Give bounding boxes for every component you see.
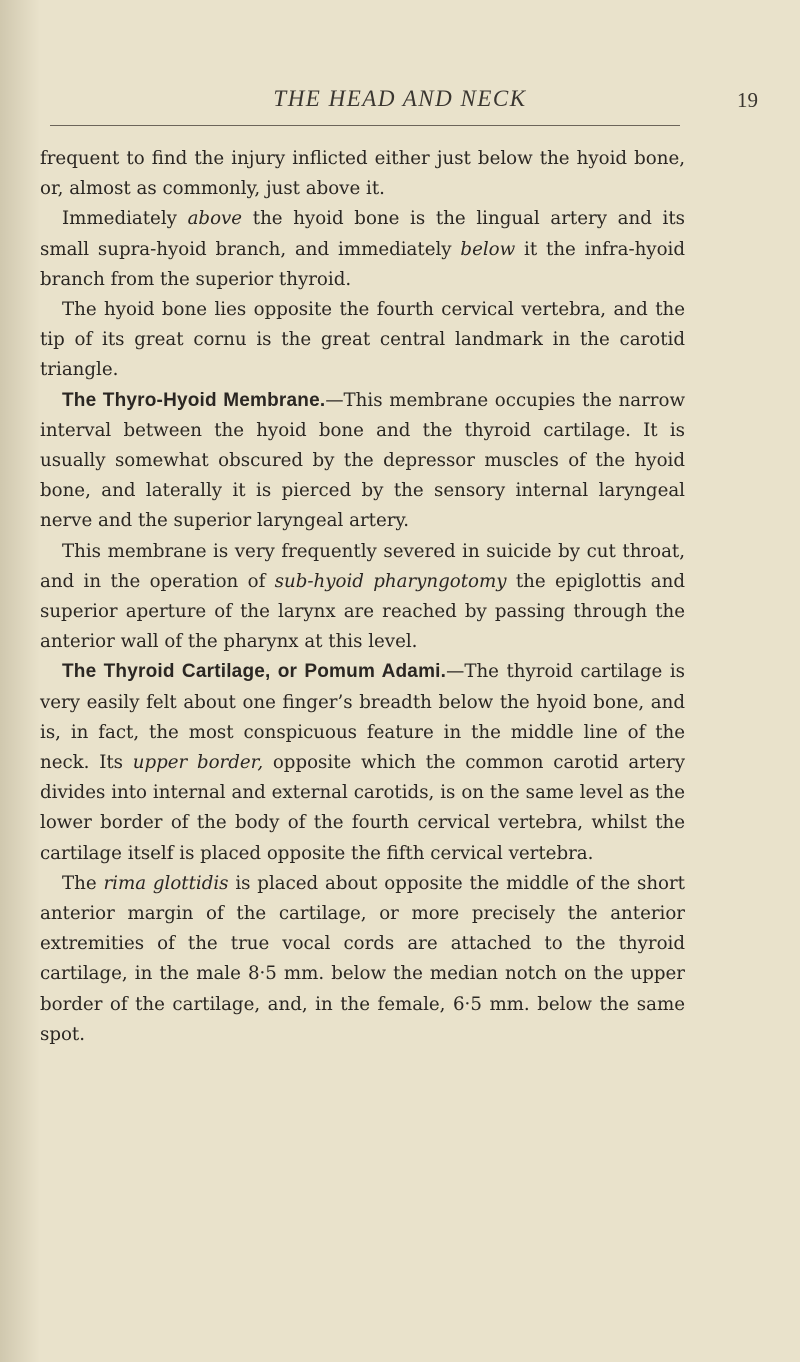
text-run: —The thyroid cartilage is very easily felt about one finger’s breadth below the hyoid bone, and is, in fact, the most conspicuous feature in the middle line of the neck. Its — [40, 661, 685, 774]
paragraph-6 — [40, 657, 685, 868]
paragraph-3 — [40, 295, 685, 386]
paragraph-7 — [40, 869, 685, 1050]
running-title: THE HEAD AND NECK — [273, 86, 527, 111]
italic-run: upper border, — [132, 752, 264, 774]
italic-run: below — [460, 238, 516, 260]
text-run: This membrane is very frequently severed in suicide by cut throat, and in the operation of — [40, 540, 685, 592]
italic-run: sub-hyoid pharyngotomy — [274, 570, 507, 592]
text-run: Immediately — [62, 208, 188, 230]
text-run: is placed about opposite the middle of the short anterior margin of the cartilage, or more precisely the anterior extremities of the true vocal cords are attached to the thyroid cartilage, in the male 8·5 mm. below the median notch on the upper border of the cartilage, and, in the female, 6·5 mm. below the same spot. — [40, 872, 685, 1045]
paragraph-2 — [40, 204, 685, 295]
page-number: 19 — [737, 88, 758, 112]
running-head — [0, 86, 800, 116]
paragraph-1 — [40, 144, 685, 204]
body-text — [40, 144, 685, 1050]
text-run: opposite which the common carotid artery divides into internal and external carotids, is on the same level as the lower border of the body of the fourth cervical vertebra, whilst the cartilage itself is placed opposite the fifth cervical vertebra. — [40, 752, 686, 864]
paragraph-3-text: The hyoid bone lies opposite the fourth cervical vertebra, and the tip of its great cornu is the great central landmark in the carotid triangle. — [40, 299, 685, 381]
paragraph-4 — [40, 386, 685, 537]
text-run: it the infra-hyoid branch from the superior thyroid. — [40, 238, 685, 290]
paragraph-5 — [40, 537, 685, 658]
paragraph-1-text: frequent to find the injury inflicted either just below the hyoid bone, or, almost as commonly, just above it. — [40, 148, 685, 200]
italic-run: rima glottidis — [103, 872, 229, 894]
text-run: the hyoid bone is the lingual artery and its small supra-hyoid branch, and immediately — [40, 208, 685, 260]
text-run: the epiglottis and superior aperture of the larynx are reached by passing through the anterior wall of the pharynx at this level. — [40, 570, 685, 653]
section-heading-thyroid-cartilage: The Thyroid Cartilage, or Pomum Adami. — [62, 661, 447, 683]
italic-run: above — [187, 208, 243, 230]
section-heading-thyro-hyoid: The Thyro-Hyoid Membrane. — [62, 389, 326, 411]
text-run: The — [62, 872, 104, 894]
header-rule — [50, 125, 680, 126]
text-run: —This membrane occupies the narrow interval between the hyoid bone and the thyroid cartilage. It is usually somewhat obscured by the depressor muscles of the hyoid bone, and laterally it is pierced by the sensory internal laryngeal nerve and the superior laryngeal artery. — [40, 389, 686, 532]
